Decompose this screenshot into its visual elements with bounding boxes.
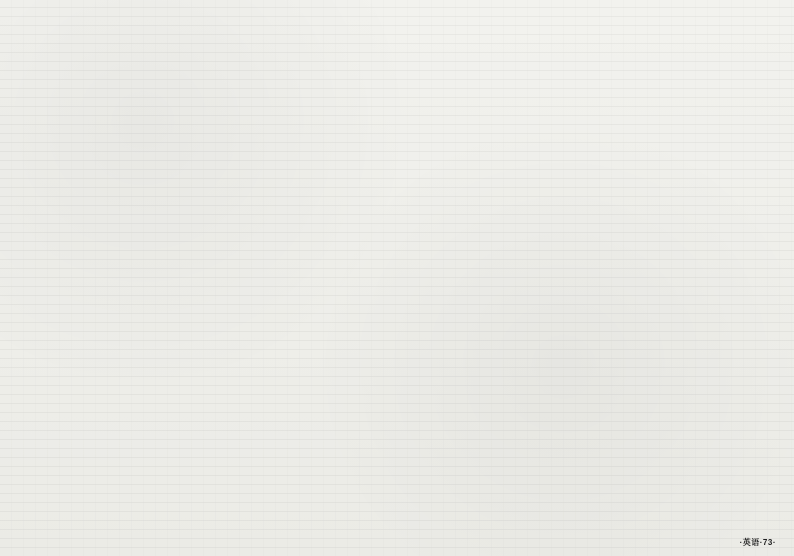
- middle-column: [270, 20, 518, 530]
- answer-grid: [528, 22, 782, 26]
- page-footer: ·英语·73·: [739, 538, 776, 547]
- right-column: [528, 20, 782, 530]
- section-title: [12, 42, 260, 54]
- left-column: [12, 20, 260, 530]
